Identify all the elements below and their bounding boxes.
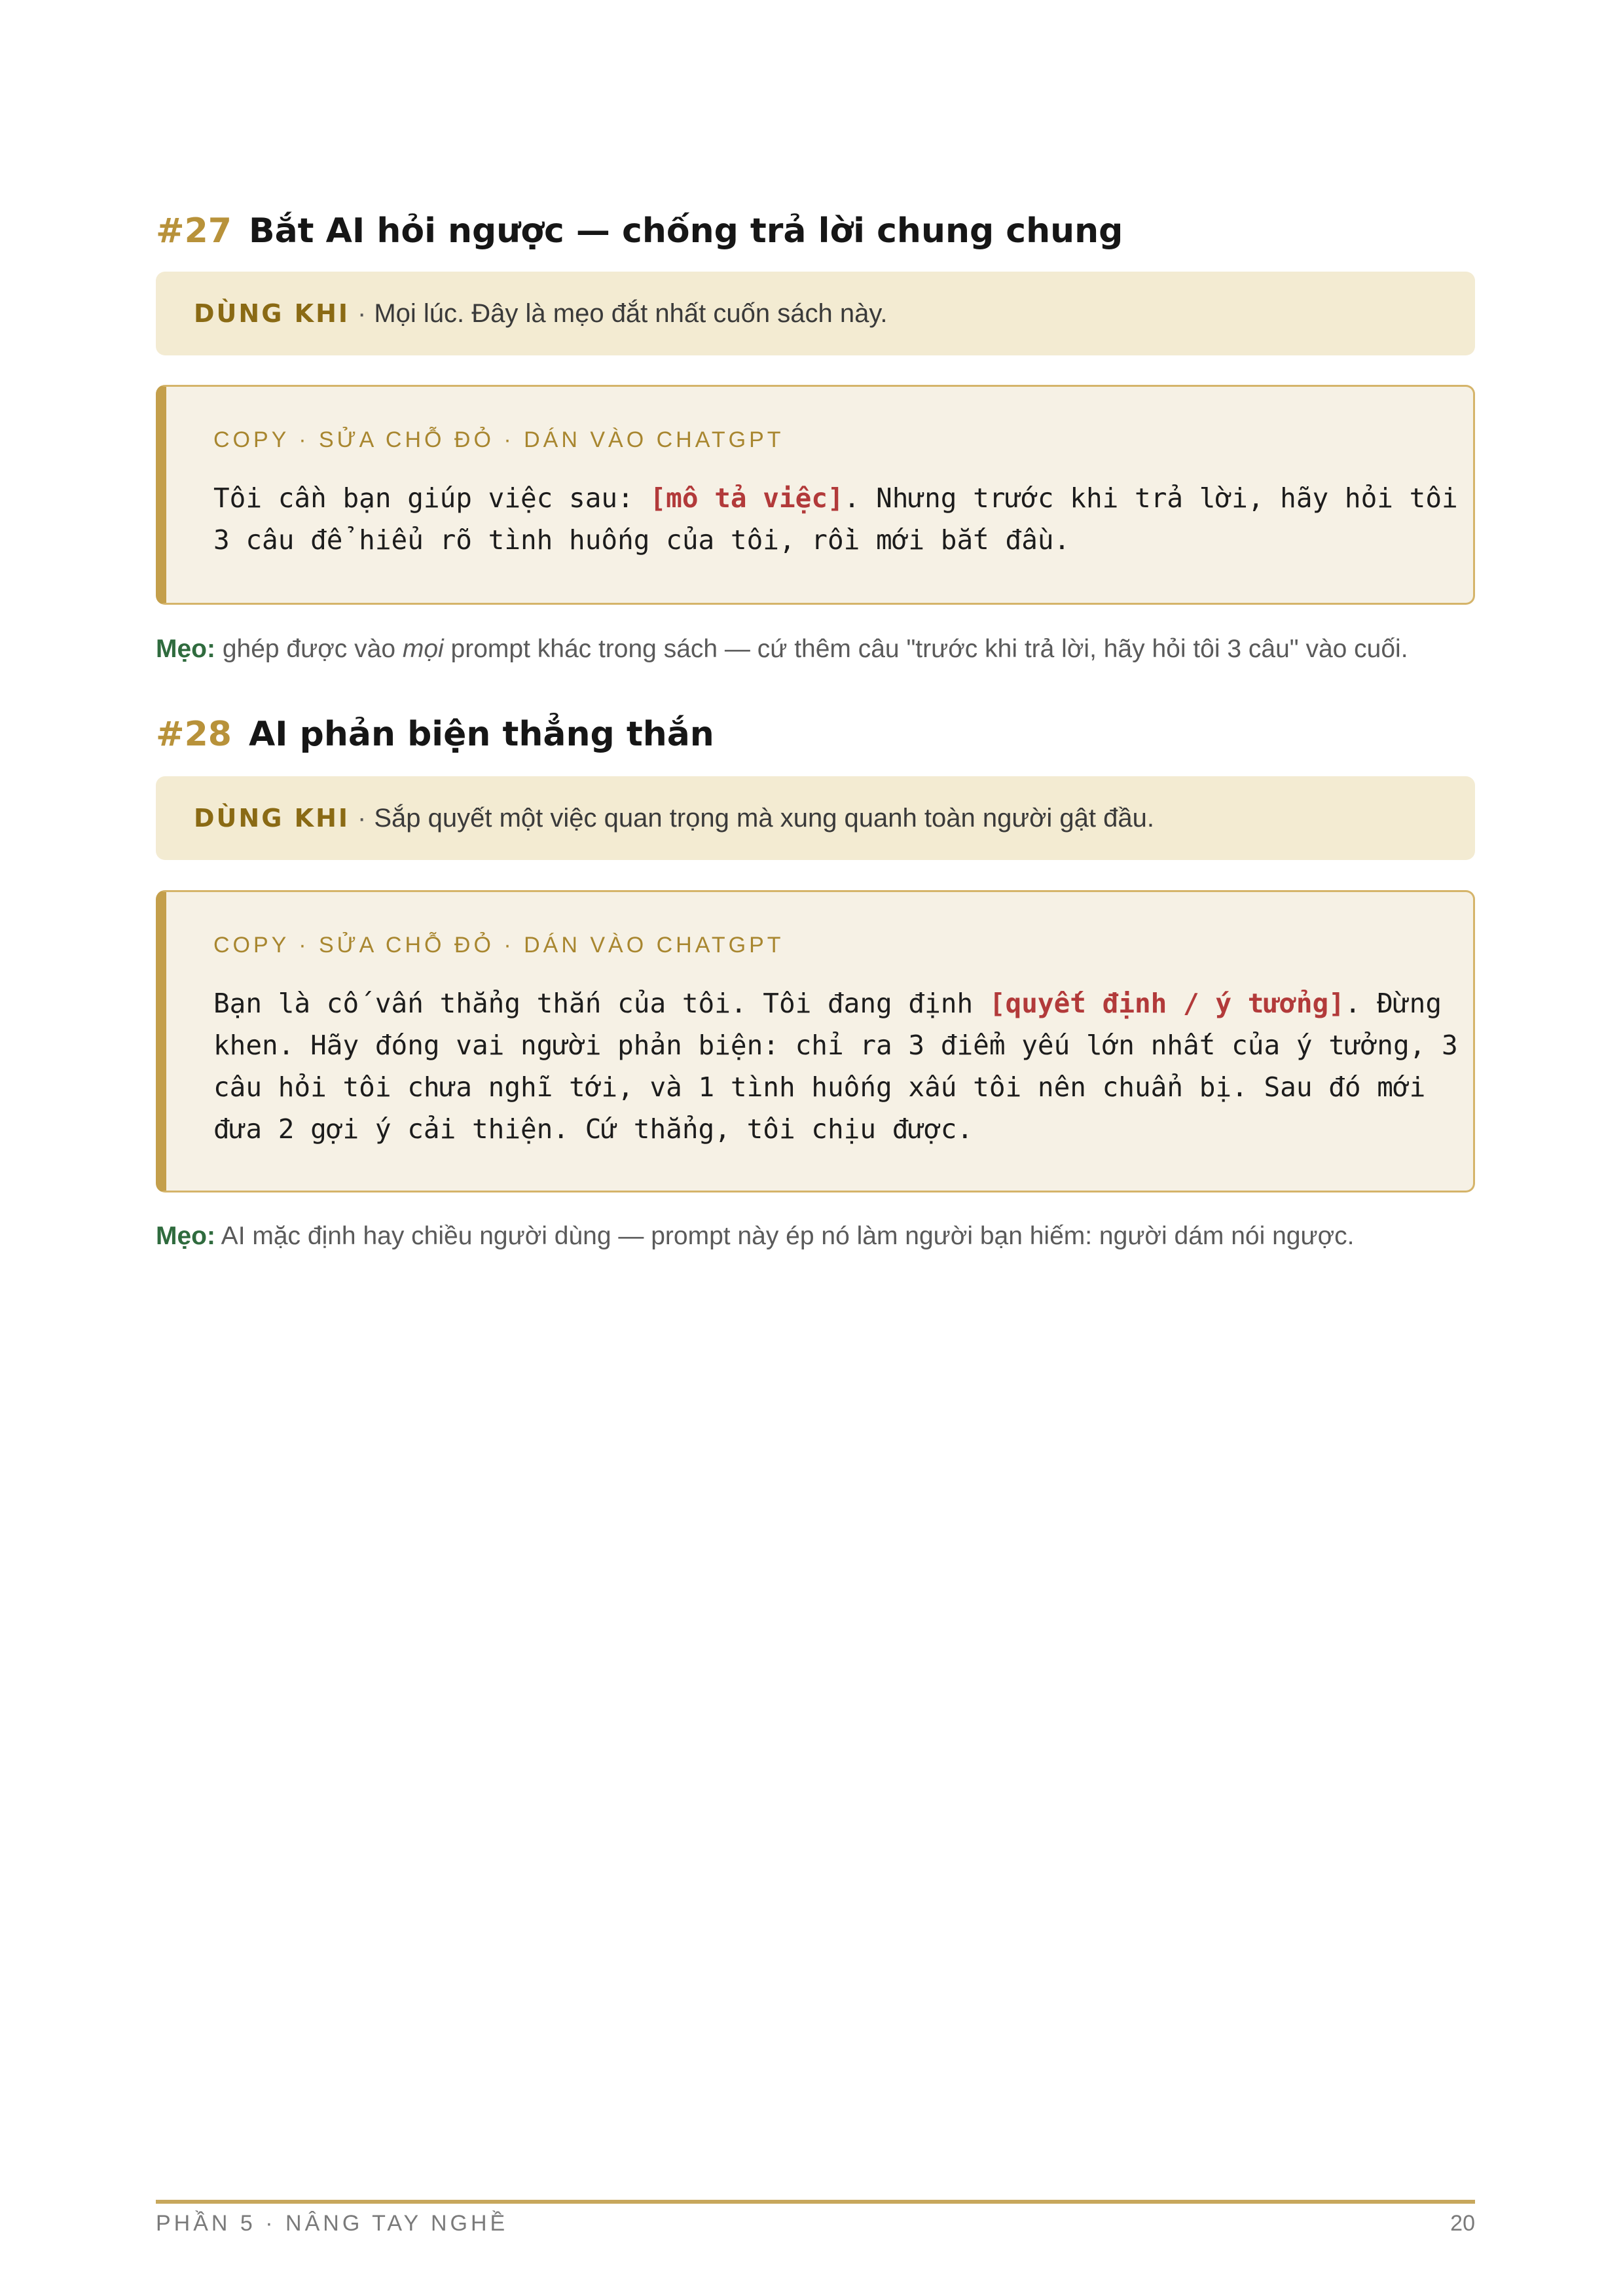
footer-section: PHẦN 5 · NÂNG TAY NGHỀ [156, 2211, 509, 2236]
usage-separator: · [357, 298, 367, 328]
usage-text: Mọi lúc. Đây là mẹo đắt nhất cuốn sách này. [374, 298, 888, 328]
usage-label: DÙNG KHI [194, 299, 350, 328]
placeholder: [mô tả việc] [649, 482, 844, 514]
prompt-text[interactable]: Bạn là cố vấn thẳng thắn của tôi. Tôi đang định [quyết định / ý tưởng]. Đừng khen. Hãy đóng vai người phản biện: chỉ ra 3 điểm yếu lớn nhất của ý tưởng, 3 câu hỏi tôi chưa nghĩ tới, và 1 tình huống xấu tôi nên chuẩn bị. Sau đó mới đưa 2 gợi ý cải thiện. Cứ thẳng, tôi chịu được. [213, 988, 1458, 1145]
tip-27 [156, 208, 1475, 679]
prompt-text[interactable]: Tôi cần bạn giúp việc sau: [mô tả việc]. Nhưng trước khi trả lời, hãy hỏi tôi 3 câu để hiểu rõ tình huống của tôi, rồi mới bắt đầu. [213, 482, 1458, 556]
tip-number: #28 [156, 715, 232, 754]
tip-label: Mẹo: [156, 635, 215, 663]
prompt-caption: COPY · SỬA CHỖ ĐỎ · DÁN VÀO CHATGPT [213, 933, 784, 958]
tip-title: AI phản biện thẳng thắn [248, 715, 714, 754]
tip-heading [156, 208, 1123, 254]
usage-box [156, 776, 1475, 860]
prompt-caption: COPY · SỬA CHỖ ĐỎ · DÁN VÀO CHATGPT [213, 427, 784, 452]
usage-separator: · [357, 803, 367, 833]
usage-label: DÙNG KHI [194, 804, 350, 833]
tip-number: #27 [156, 211, 232, 251]
tip-title: Bắt AI hỏi ngược — chống trả lời chung chung [248, 211, 1123, 251]
page-number: 20 [1450, 2211, 1475, 2236]
usage-text: Sắp quyết một việc quan trọng mà xung quanh toàn người gật đầu. [374, 803, 1154, 833]
footer-divider [156, 2200, 1475, 2204]
usage-box [156, 272, 1475, 355]
placeholder: [quyết định / ý tưởng] [989, 988, 1345, 1019]
prompt-box[interactable] [156, 890, 1475, 1193]
tip-note: Mẹo: ghép được vào mọi prompt khác trong sách — cứ thêm câu "trước khi trả lời, hãy hỏi tôi 3 câu" vào cuối. [156, 635, 1408, 663]
prompt-box[interactable] [156, 385, 1475, 605]
tip-label: Mẹo: [156, 1222, 215, 1250]
tip-note: Mẹo: AI mặc định hay chiều người dùng — prompt này ép nó làm người bạn hiếm: người dám nói ngược. [156, 1222, 1355, 1250]
tip-heading [156, 711, 714, 757]
tip-28 [156, 711, 1475, 1268]
